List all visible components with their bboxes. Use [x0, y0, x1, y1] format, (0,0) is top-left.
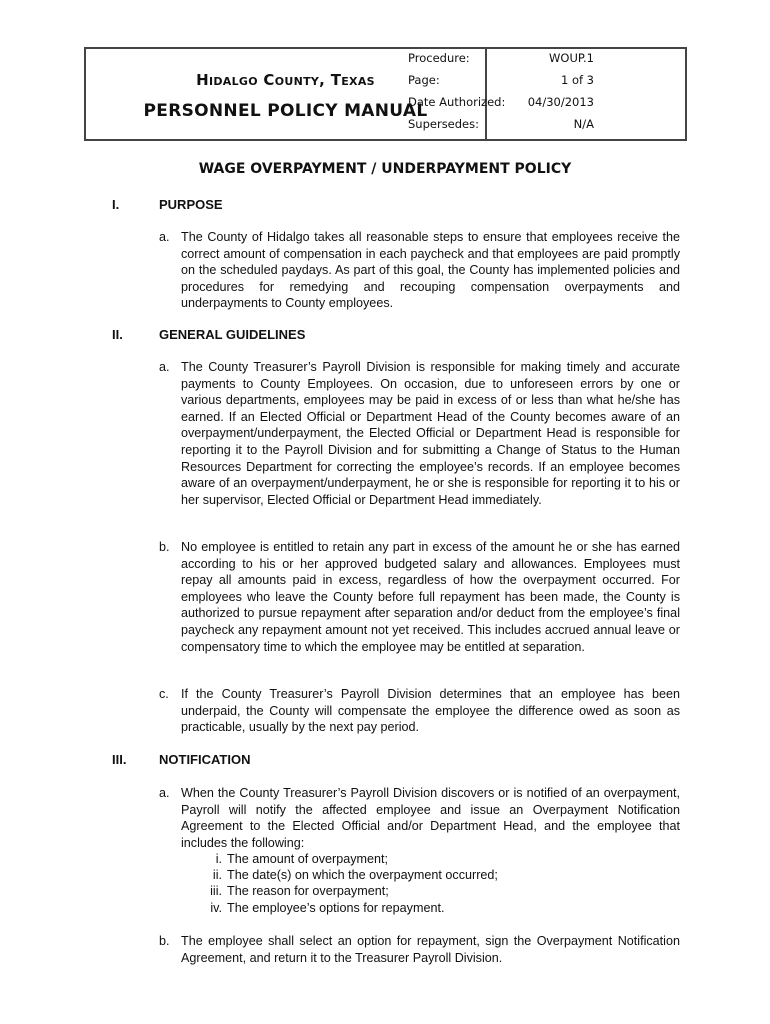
paragraph-text: The County Treasurer’s Payroll Division is responsible for making timely and accurate payments to County Employees. On occasion, due to unforeseen errors by one or various departments, employees may be paid in excess of or less than what he/she has earned. If an Elected Official or Department Head of the County becomes aware of an overpayment/underpayment, the Elected Official or Department Head is responsible for reporting it to the Payroll Division and for submitting a Change of Status to the Human Resources Department for correcting the employee’s records. If an employee becomes aware of an overpayment/underpayment, he or she is responsible for reporting it to his or her supervisor, Elected Official or Department Head immediately. [181, 360, 680, 507]
paragraph-label: a. [159, 786, 170, 800]
paragraph [159, 785, 680, 851]
list-item-text: The employee’s options for repayment. [227, 901, 445, 915]
meta-value: WOUP.1 [549, 51, 594, 65]
meta-value: N/A [573, 117, 594, 131]
paragraph-label: b. [159, 540, 170, 554]
list-item [180, 900, 444, 917]
meta-label: Supersedes: [408, 117, 479, 131]
paragraph-label: a. [159, 360, 170, 374]
header-box [84, 47, 687, 141]
paragraph-text: If the County Treasurer’s Payroll Division determines that an employee has been underpaid, the County will compensate the employee the difference owed as soon as practicable, usually by the next pay period. [181, 687, 680, 735]
paragraph-text: The employee shall select an option for repayment, sign the Overpayment Notification Agreement, and return it to the Treasurer Payroll Division. [181, 934, 680, 965]
paragraph [159, 539, 680, 655]
manual-title: PERSONNEL POLICY MANUAL [143, 101, 428, 121]
section-heading-purpose: PURPOSE [159, 197, 223, 212]
section-heading-notification: NOTIFICATION [159, 752, 251, 767]
paragraph-label: a. [159, 230, 170, 244]
list-item [180, 883, 389, 900]
list-item-number: iv. [210, 901, 222, 915]
list-item-text: The amount of overpayment; [227, 852, 389, 866]
section-number: II. [112, 327, 123, 342]
list-item-number: iii. [210, 884, 222, 898]
section-heading-general-guidelines: GENERAL GUIDELINES [159, 327, 306, 342]
meta-label: Date Authorized: [408, 95, 506, 109]
list-item [180, 867, 498, 884]
meta-value: 1 of 3 [560, 73, 594, 87]
meta-label: Procedure: [408, 51, 470, 65]
paragraph [159, 359, 680, 508]
list-item-number: ii. [212, 868, 222, 882]
section-number: III. [112, 752, 127, 767]
list-item-text: The reason for overpayment; [227, 884, 389, 898]
county-name: Hidalgo County, Texas [196, 71, 375, 89]
paragraph-label: b. [159, 934, 170, 948]
list-item-number: i. [215, 852, 222, 866]
section-number: I. [112, 197, 120, 212]
paragraph-text: When the County Treasurer’s Payroll Division discovers or is notified of an overpayment, Payroll will notify the affected employee and issue an Overpayment Notification Agreement to the Elected Official and/or Department Head, and the employee that includes the following: [181, 786, 680, 850]
policy-title: WAGE OVERPAYMENT / UNDERPAYMENT POLICY [198, 161, 572, 177]
list-item-text: The date(s) on which the overpayment occurred; [227, 868, 498, 882]
paragraph [159, 686, 680, 736]
meta-value: 04/30/2013 [527, 95, 594, 109]
paragraph [159, 933, 680, 966]
paragraph-text: No employee is entitled to retain any part in excess of the amount he or she has earned according to his or her approved budgeted salary and allowances. Employees must repay all amounts paid in excess, regardless of how the overpayment occurred. For employees who leave the County before full repayment has been made, the County is authorized to pursue repayment after separation and/or deduct from the employee’s final paycheck any repayment amount not yet received. This includes accrued annual leave or compensatory time to which the employee may be entitled at separation. [181, 540, 680, 654]
meta-label: Page: [408, 73, 440, 87]
paragraph-label: c. [159, 687, 169, 701]
list-item [180, 851, 388, 868]
paragraph-text: The County of Hidalgo takes all reasonable steps to ensure that employees receive the correct amount of compensation in each paycheck and that employees are paid promptly on the scheduled paydays. As part of this goal, the County has implemented policies and procedures for remedying and recouping compensation overpayments and underpayments to County employees. [181, 230, 680, 311]
paragraph [159, 229, 680, 312]
